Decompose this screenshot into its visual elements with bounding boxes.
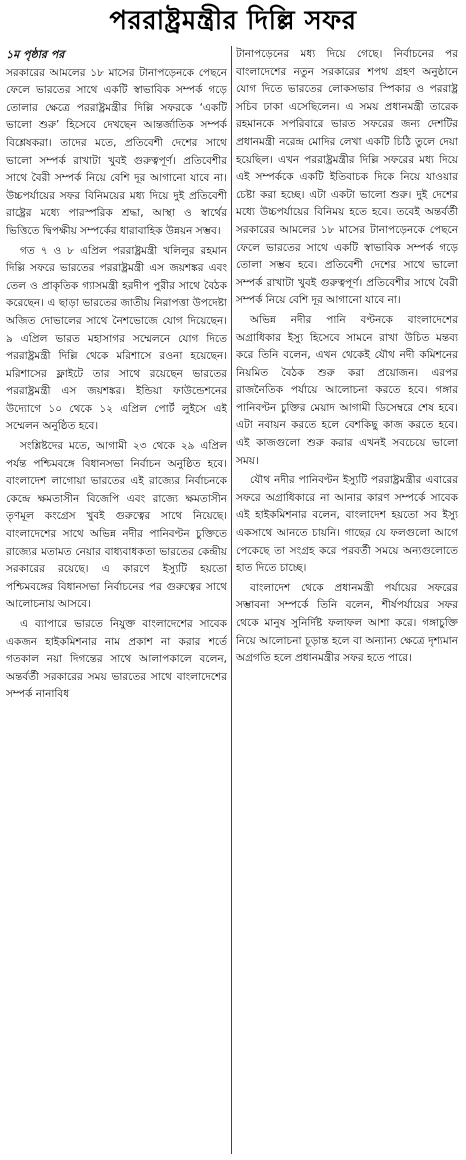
column-divider [231,46,232,1154]
continued-from-label: ১ম পৃষ্ঠার পর [6,48,65,61]
article-paragraph: বাংলাদেশ থেকে প্রধানমন্ত্রী পর্যায়ের সফরের সম্ভাবনা সম্পর্কে তিনি বলেন, শীর্ষপর্যায়ের সফর থেকে মানুষ সুনির্দিষ্ট ফলাফল আশা করে। গঙ্গাচুক্তি নিয়ে আলোচনা চূড়ান্ত হলে বা অন্যান্য ক্ষেত্রে দৃশ্যমান অগ্রগতি হলে প্রধানমন্ত্রীর সফর হতে পারে। [236,581,458,665]
headline: পররাষ্ট্রমন্ত্রীর দিল্লি সফর [109,6,357,36]
article-paragraph: গত ৭ ও ৮ এপ্রিল পররাষ্ট্রমন্ত্রী খলিলুর রহমান দিল্লি সফরে ভারতের পররাষ্ট্রমন্ত্রী এস জয়শঙ্কর এবং তেল ও প্রাকৃতিক গ্যাসমন্ত্রী হরদীপ পুরীর সাথে বৈঠক করেছেন। এ ছাড়া ভারতের জাতীয় নিরাপত্তা উপদেষ্টা অজিত দোভালের সাথে নৈশভোজে যোগ দিয়েছেন। ৯ এপ্রিল ভারত মহাসাগর সম্মেলনে যোগ দিতে পররাষ্ট্রমন্ত্রী দিল্লি থেকে মরিশাসে রওনা হয়েছেন। মরিশাসের ফ্লাইটে তার সাথে রয়েছেন ভারতের পররাষ্ট্রমন্ত্রী এস জয়শঙ্কর। ইন্ডিয়া ফাউন্ডেশনের উদ্যোগে ১০ থেকে ১২ এপ্রিল পোর্ট লুইসে এই সম্মেলন অনুষ্ঠিত হবে। [6,244,227,433]
article-column-right [236,46,458,1158]
article-paragraph: অভিন্ন নদীর পানি বণ্টনকে বাংলাদেশের অগ্রাধিকার ইস্যু হিসেবে সামনে রাখা উচিত মন্তব্য করে তিনি বলেন, এখন থেকেই যৌথ নদী কমিশনের নিয়মিত বৈঠক শুরু করা প্রয়োজন। এরপর রাজনৈতিক পর্যায়ে আলোচনা করতে হবে। গঙ্গার পানিবণ্টন চুক্তির মেয়াদ আগামী ডিসেম্বরে শেষ হবে। এটা নবায়ন করতে হলে বেশকিছু কাজ করতে হবে। এই কাজগুলো শুরু করার এখনই সবচেয়ে ভালো সময়। [236,313,458,467]
article-column-left [6,46,227,1158]
article-paragraph: সরকারের আমলের ১৮ মাসের টানাপড়েনকে পেছনে ফেলে ভারতের সাথে একটি স্বাভাবিক সম্পর্ক গড়ে তোলার ক্ষেত্রে পররাষ্ট্রমন্ত্রীর দিল্লি সফরকে ‘একটি ভালো শুরু’ হিসেবে দেখছেন আন্তর্জাতিক সম্পর্ক বিশ্লেষকরা। তাদের মতে, প্রতিবেশী দেশের সাথে ভালো সম্পর্ক রাখাটা খুবই গুরুত্বপূর্ণ। প্রতিবেশীর সাথে বৈরী সম্পর্ক নিয়ে বেশি দূর আগানো যাবে না। উচ্চপর্যায়ের সফর বিনিময়ের মধ্য দিয়ে দুই প্রতিবেশী রাষ্ট্রের মধ্যে পারস্পরিক শ্রদ্ধা, আস্থা ও স্বার্থের ভিত্তিতে দ্বিপক্ষীয় সম্পর্কের ধারাবাহিক উন্নয়ন সম্ভব। [6,66,227,237]
article-paragraph: এ ব্যাপারে ভারতে নিযুক্ত বাংলাদেশের সাবেক একজন হাইকমিশনার নাম প্রকাশ না করার শর্তে গতকাল নয়া দিগন্তের সাথে আলাপকালে বলেন, অন্তর্বর্তী সরকারের সময় ভারতের সাথে বাংলাদেশের সম্পর্ক নানাবিধ [6,618,227,701]
article-paragraph: টানাপড়েনের মধ্য দিয়ে গেছে। নির্বাচনের পর বাংলাদেশের নতুন সরকারের শপথ গ্রহণ অনুষ্ঠানে যোগ দিতে ভারতের লোকসভার স্পিকার ও পররাষ্ট্র সচিব ঢাকা এসেছিলেন। এ সময় প্রধানমন্ত্রী তারেক রহমানকে সপরিবারে ভারত সফরের জন্য দেশটির প্রধানমন্ত্রী নরেন্দ্র মোদির লেখা একটি চিঠি তুলে দেয়া হয়েছিল। এখন পররাষ্ট্রমন্ত্রীর দিল্লি সফরের মধ্য দিয়ে এই সম্পর্ককে একটি ইতিবাচক দিকে নিয়ে যাওয়ার চেষ্টা করা হচ্ছে। এটা একটা ভালো শুরু। দুই দেশের মধ্যে উচ্চপর্যায়ের বিনিময় হতে হবে। তবেই অন্তর্বর্তী সরকারের আমলের ১৮ মাসের টানাপড়েনকে পেছনে ফেলে ভারতের সাথে একটি স্বাভাবিক সম্পর্ক গড়ে তোলা সম্ভব হবে। প্রতিবেশী দেশের সাথে ভালো সম্পর্ক রাখাটা খুবই গুরুত্বপূর্ণ। প্রতিবেশীর সাথে বৈরী সম্পর্ক নিয়ে বেশি দূর আগানো যাবে না। [236,48,458,307]
article-paragraph: যৌথ নদীর পানিবণ্টন ইস্যুটি পররাষ্ট্রমন্ত্রীর এবারের সফরে অগ্রাধিকারে না আনার কারণ সম্পর্কে সাবেক এই হাইকমিশনার বলেন, বাংলাদেশ হয়তো সব ইস্যু একসাথে আনতে চায়নি। গাছের যে ফলগুলো আগে পেকেছে তা সংগ্রহ করে পরবর্তী সময়ে অন্যগুলোতে হাত দিতে চাচ্ছে। [236,474,458,575]
article-paragraph: সংশ্লিষ্টদের মতে, আগামী ২৩ থেকে ২৯ এপ্রিল পর্যন্ত পশ্চিমবঙ্গে বিধানসভা নির্বাচন অনুষ্ঠিত হবে। বাংলাদেশ লাগোয়া ভারতের এই রাজ্যের নির্বাচনকে কেন্দ্রে ক্ষমতাসীন বিজেপি এবং রাজ্যে ক্ষমতাসীন তৃণমূল কংগ্রেস খুবই গুরুত্বের সাথে নিয়েছে। বাংলাদেশের সাথে অভিন্ন নদীর পানিবণ্টন চুক্তিতে রাজ্যের মতামত নেয়ার বাধ্যবাধকতা ভারতের কেন্দ্রীয় সরকারের রয়েছে। এ কারণে ইস্যুটি হয়তো পশ্চিমবঙ্গের বিধানসভা নির্বাচনের পর গুরুত্বের সাথে আলোচনায় আসবে। [6,440,227,611]
